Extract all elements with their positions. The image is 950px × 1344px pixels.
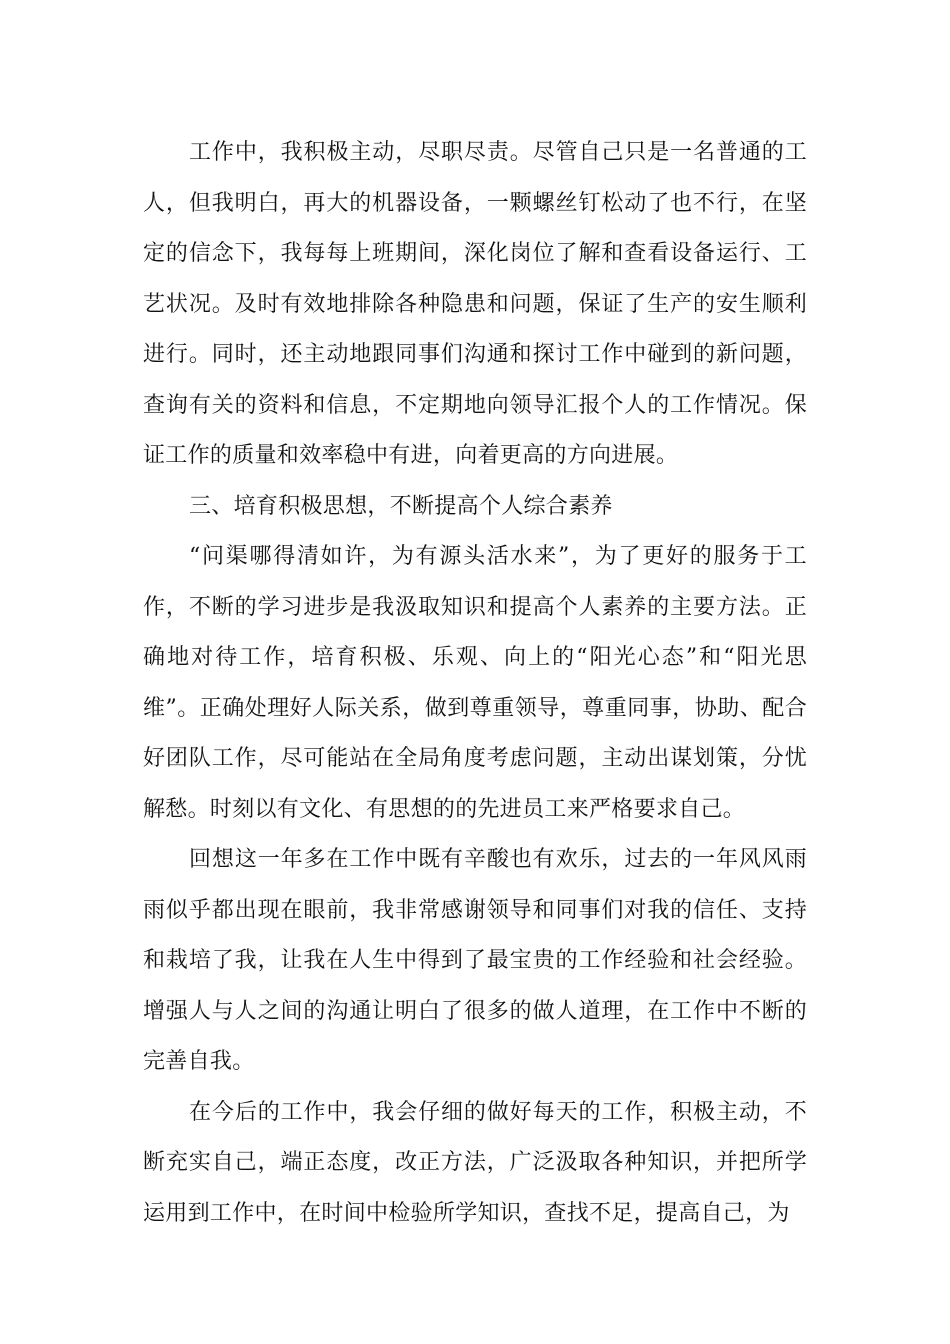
paragraph-work-duties: 工作中，我积极主动，尽职尽责。尽管自己只是一名普通的工人，但我明白，再大的机器设备，一颗螺丝钉松动了也不行，在坚定的信念下，我每每上班期间，深化岗位了解和查看设备运行、工艺状况。及时有效地排除各种隐患和问题，保证了生产的安生顺利进行。同时，还主动地跟同事们沟通和探讨工作中碰到的新问题，查询有关的资料和信息，不定期地向领导汇报个人的工作情况。保证工作的质量和效率稳中有进，向着更高的方向进展。: [143, 140, 807, 468]
document-body: [143, 128, 807, 1239]
section-heading-3: 三、培育积极思想，不断提高个人综合素养: [189, 493, 613, 519]
paragraph-learning: “问渠哪得清如许，为有源头活水来”，为了更好的服务于工作，不断的学习进步是我汲取知识和提高个人素养的主要方法。正确地对待工作，培育积极、乐观、向上的“阳光心态”和“阳光思维”。正确处理好人际关系，做到尊重领导，尊重同事，协助、配合好团队工作，尽可能站在全局角度考虑问题，主动出谋划策，分忧解愁。时刻以有文化、有思想的的先进员工来严格要求自己。: [143, 544, 807, 822]
paragraph-future: 在今后的工作中，我会仔细的做好每天的工作，积极主动，不断充实自己，端正态度，改正方法，广泛汲取各种知识，并把所学运用到工作中，在时间中检验所学知识，查找不足，提高自己，为: [143, 1099, 807, 1226]
paragraph-reflection: 回想这一年多在工作中既有辛酸也有欢乐，过去的一年风风雨雨似乎都出现在眼前，我非常感谢领导和同事们对我的信任、支持和栽培了我，让我在人生中得到了最宝贵的工作经验和社会经验。增强人与人之间的沟通让明白了很多的做人道理，在工作中不断的完善自我。: [143, 847, 807, 1074]
